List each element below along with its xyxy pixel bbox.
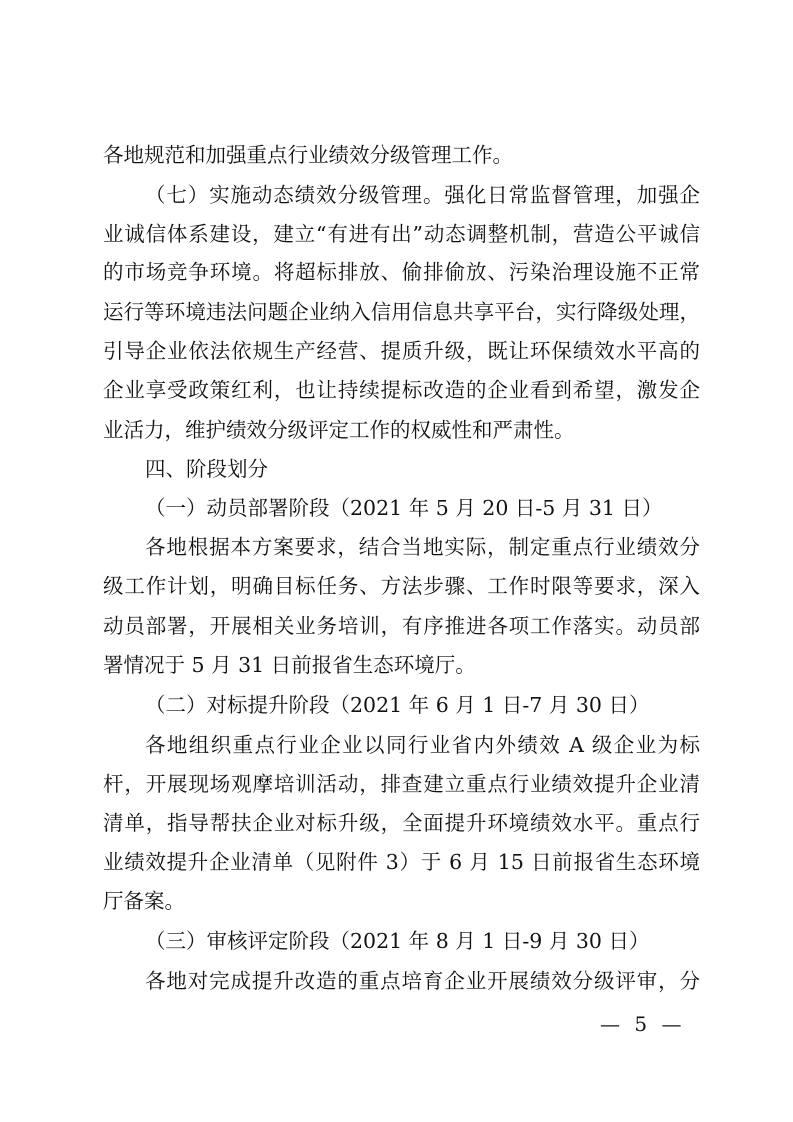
page-number: — 5 — [600, 1012, 686, 1036]
text-line: 各地规范和加强重点行业绩效分级管理工作。 [103, 143, 513, 167]
text-line: （一）动员部署阶段（2021 年 5 月 20 日-5 月 31 日） [145, 496, 663, 520]
text-line: 引导企业依法依规生产经营、提质升级，既让环保绩效水平高的 [103, 339, 700, 363]
text-line: 厅备案。 [103, 889, 185, 913]
text-line: 运行等环境违法问题企业纳入信用信息共享平台，实行降级处理， [103, 300, 700, 324]
text-line: 杆，开展现场观摩培训活动，排查建立重点行业绩效提升企业清 [103, 772, 700, 796]
text-line: 各地组织重点行业企业以同行业省内外绩效 A 级企业为标 [145, 733, 700, 757]
text-line: 四、阶段划分 [145, 457, 268, 481]
text-line: 级工作计划，明确目标任务、方法步骤、工作时限等要求，深入 [103, 574, 700, 598]
text-line: 动员部署，开展相关业务培训，有序推进各项工作落实。动员部 [103, 614, 700, 638]
text-line: 业诚信体系建设，建立“有进有出”动态调整机制，营造公平诚信 [103, 222, 700, 246]
text-line: （七）实施动态绩效分级管理。强化日常监督管理，加强企 [145, 183, 700, 207]
text-line: （二）对标提升阶段（2021 年 6 月 1 日-7 月 30 日） [145, 693, 650, 717]
text-line: （三）审核评定阶段（2021 年 8 月 1 日-9 月 30 日） [145, 929, 650, 953]
text-line: 业活力，维护绩效分级评定工作的权威性和严肃性。 [103, 418, 575, 442]
text-line: 各地对完成提升改造的重点培育企业开展绩效分级评审，分 [145, 969, 700, 993]
text-line: 企业享受政策红利，也让持续提标改造的企业看到希望，激发企 [103, 378, 700, 402]
text-line: 各地根据本方案要求，结合当地实际，制定重点行业绩效分 [145, 535, 700, 559]
text-line: 清单，指导帮扶企业对标升级，全面提升环境绩效水平。重点行 [103, 811, 700, 835]
text-line: 的市场竞争环境。将超标排放、偷排偷放、污染治理设施不正常 [103, 260, 700, 284]
text-line: 署情况于 5 月 31 日前报省生态环境厅。 [103, 653, 476, 677]
text-line: 业绩效提升企业清单（见附件 3）于 6 月 15 日前报省生态环境 [103, 850, 700, 874]
